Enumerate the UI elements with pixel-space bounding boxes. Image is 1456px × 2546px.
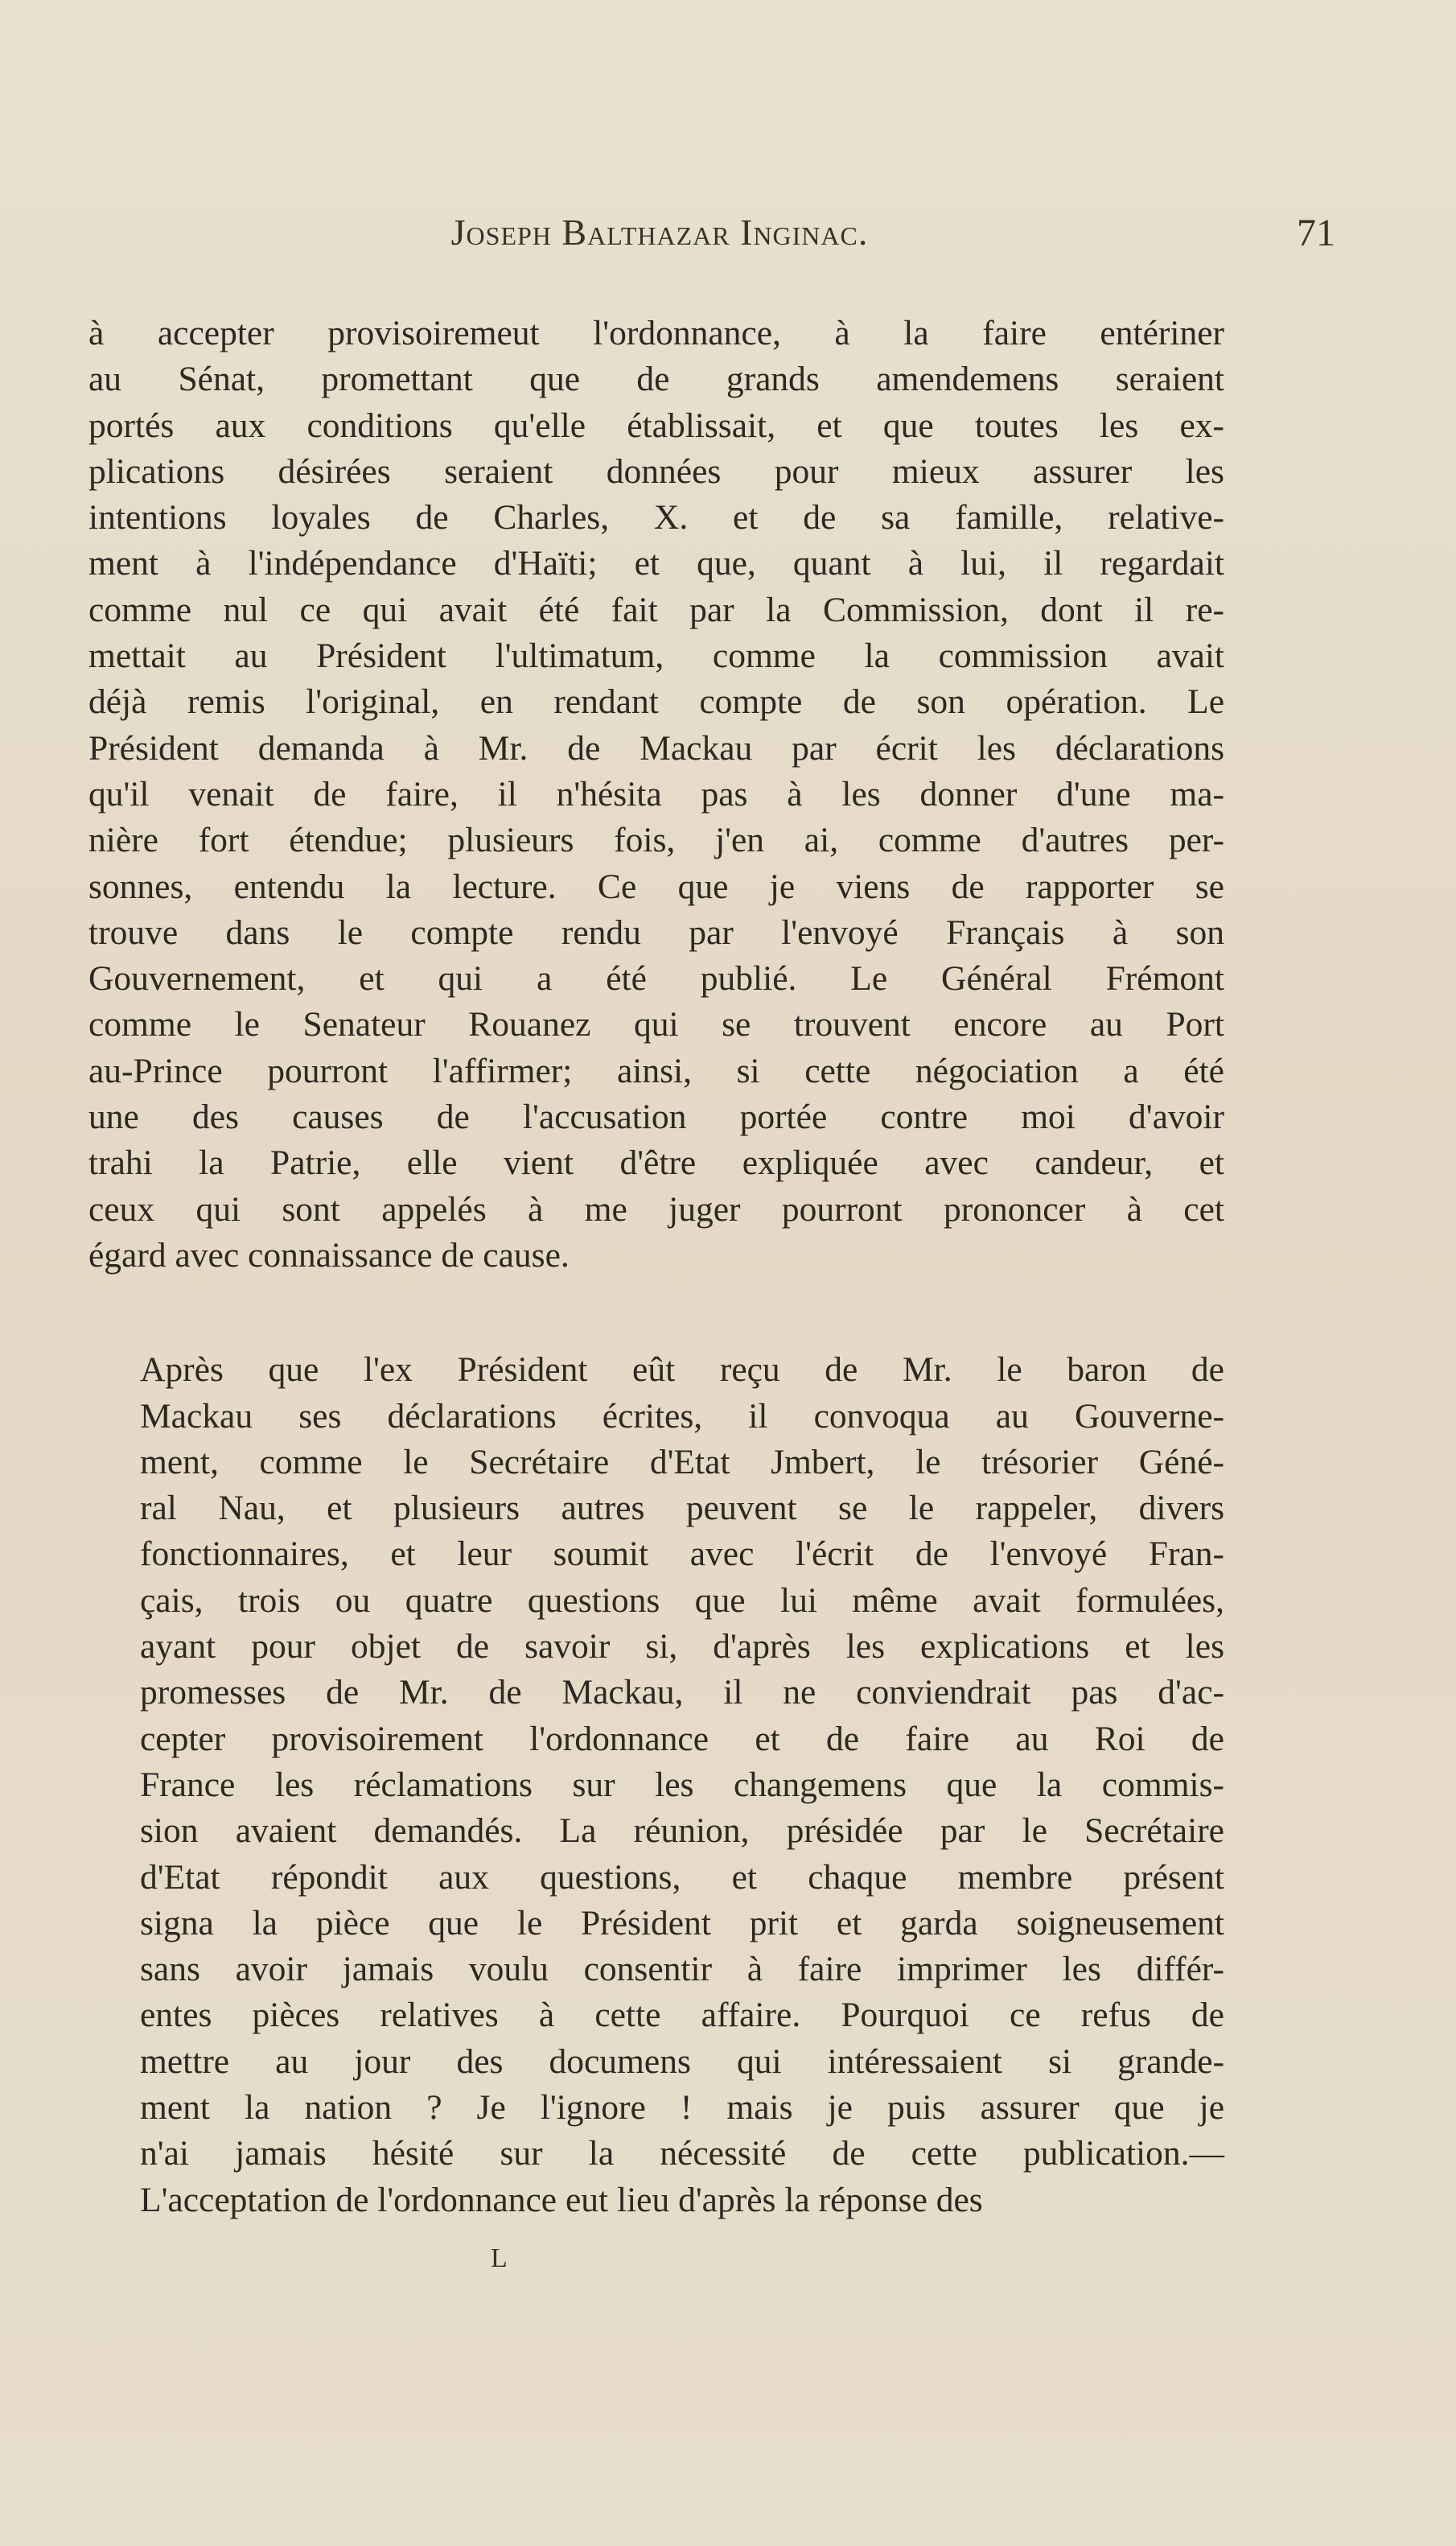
text-line: à accepter provisoiremeut l'ordonnance, à la faire entériner	[88, 314, 1224, 352]
text-line: intentions loyales de Charles, X. et de sa famille, relative-	[88, 498, 1224, 538]
running-head	[88, 211, 1335, 259]
signature-mark: L	[491, 2243, 509, 2273]
running-title: Joseph Balthazar Inginac.	[450, 212, 869, 253]
text-line: une des causes de l'accusation portée contre moi d'avoir	[88, 1098, 1224, 1137]
text-line: mettre au jour des documens qui intéressaient si grande-	[140, 2041, 1224, 2081]
text-line: trouve dans le compte rendu par l'envoyé Français à son	[88, 913, 1224, 952]
paragraph-2	[88, 1347, 1224, 2223]
text-line: mettait au Président l'ultimatum, comme la commission avait	[88, 636, 1224, 676]
text-line: promesses de Mr. de Mackau, il ne conviendrait pas d'ac-	[140, 1673, 1224, 1712]
text-line: sonnes, entendu la lecture. Ce que je viens de rapporter se	[88, 867, 1224, 906]
text-line: ceux qui sont appelés à me juger pourront prononcer à cet	[88, 1189, 1224, 1229]
text-line: n'ai jamais hésité sur la nécessité de cette publication.—	[140, 2134, 1224, 2173]
text-line: plications désirées seraient données pour mieux assurer les	[88, 451, 1224, 491]
text-line: Après que l'ex Président eût reçu de Mr. le baron de	[140, 1350, 1224, 1390]
text-line: fonctionnaires, et leur soumit avec l'écrit de l'envoyé Fran-	[140, 1535, 1224, 1574]
paragraph-1	[88, 311, 1224, 1279]
text-line: au-Prince pourront l'affirmer; ainsi, si cette négociation a été	[88, 1051, 1224, 1090]
text-line: entes pièces relatives à cette affaire. Pourquoi ce refus de	[140, 1996, 1224, 2035]
text-line: comme le Senateur Rouanez qui se trouvent encore au Port	[88, 1005, 1224, 1044]
page-number: 71	[1297, 212, 1335, 254]
text-line: sion avaient demandés. La réunion, présidée par le Secrétaire	[140, 1811, 1224, 1851]
text-line: sans avoir jamais voulu consentir à faire imprimer les différ-	[140, 1950, 1224, 1989]
text-line: qu'il venait de faire, il n'hésita pas à les donner d'une ma-	[88, 774, 1224, 814]
text-line: égard avec connaissance de cause.	[88, 1235, 570, 1275]
text-line: ment à l'indépendance d'Haïti; et que, quant à lui, il regardait	[88, 544, 1224, 583]
body-text	[88, 311, 1224, 2223]
text-line: cepter provisoirement l'ordonnance et de faire au Roi de	[140, 1719, 1224, 1758]
text-line: France les réclamations sur les changemens que la commis-	[140, 1765, 1224, 1804]
text-line: ment, comme le Secrétaire d'Etat Jmbert, le trésorier Géné-	[140, 1442, 1224, 1481]
text-line: L'acceptation de l'ordonnance eut lieu d'après la réponse des	[140, 2180, 983, 2219]
text-line: ayant pour objet de savoir si, d'après les explications et les	[140, 1627, 1224, 1666]
text-line: ral Nau, et plusieurs autres peuvent se le rappeler, divers	[140, 1489, 1224, 1528]
text-line: signa la pièce que le Président prit et garda soigneusement	[140, 1903, 1224, 1942]
text-line: Gouvernement, et qui a été publié. Le Général Frémont	[88, 959, 1224, 999]
text-line: d'Etat répondit aux questions, et chaque membre présent	[140, 1857, 1224, 1897]
text-line: déjà remis l'original, en rendant compte de son opération. Le	[88, 682, 1224, 722]
text-line: ment la nation ? Je l'ignore ! mais je puis assurer que je	[140, 2087, 1224, 2127]
text-line: au Sénat, promettant que de grands amendemens seraient	[88, 360, 1224, 399]
text-line: comme nul ce qui avait été fait par la Commission, dont il re-	[88, 590, 1224, 629]
text-line: çais, trois ou quatre questions que lui même avait formulées,	[140, 1580, 1224, 1620]
text-line: Président demanda à Mr. de Mackau par écrit les déclarations	[88, 728, 1224, 768]
text-line: Mackau ses déclarations écrites, il convoqua au Gouverne-	[140, 1396, 1224, 1436]
text-line: trahi la Patrie, elle vient d'être expliquée avec candeur, et	[88, 1143, 1224, 1183]
text-line: portés aux conditions qu'elle établissait, et que toutes les ex-	[88, 406, 1224, 445]
text-line: nière fort étendue; plusieurs fois, j'en ai, comme d'autres per-	[88, 821, 1224, 860]
